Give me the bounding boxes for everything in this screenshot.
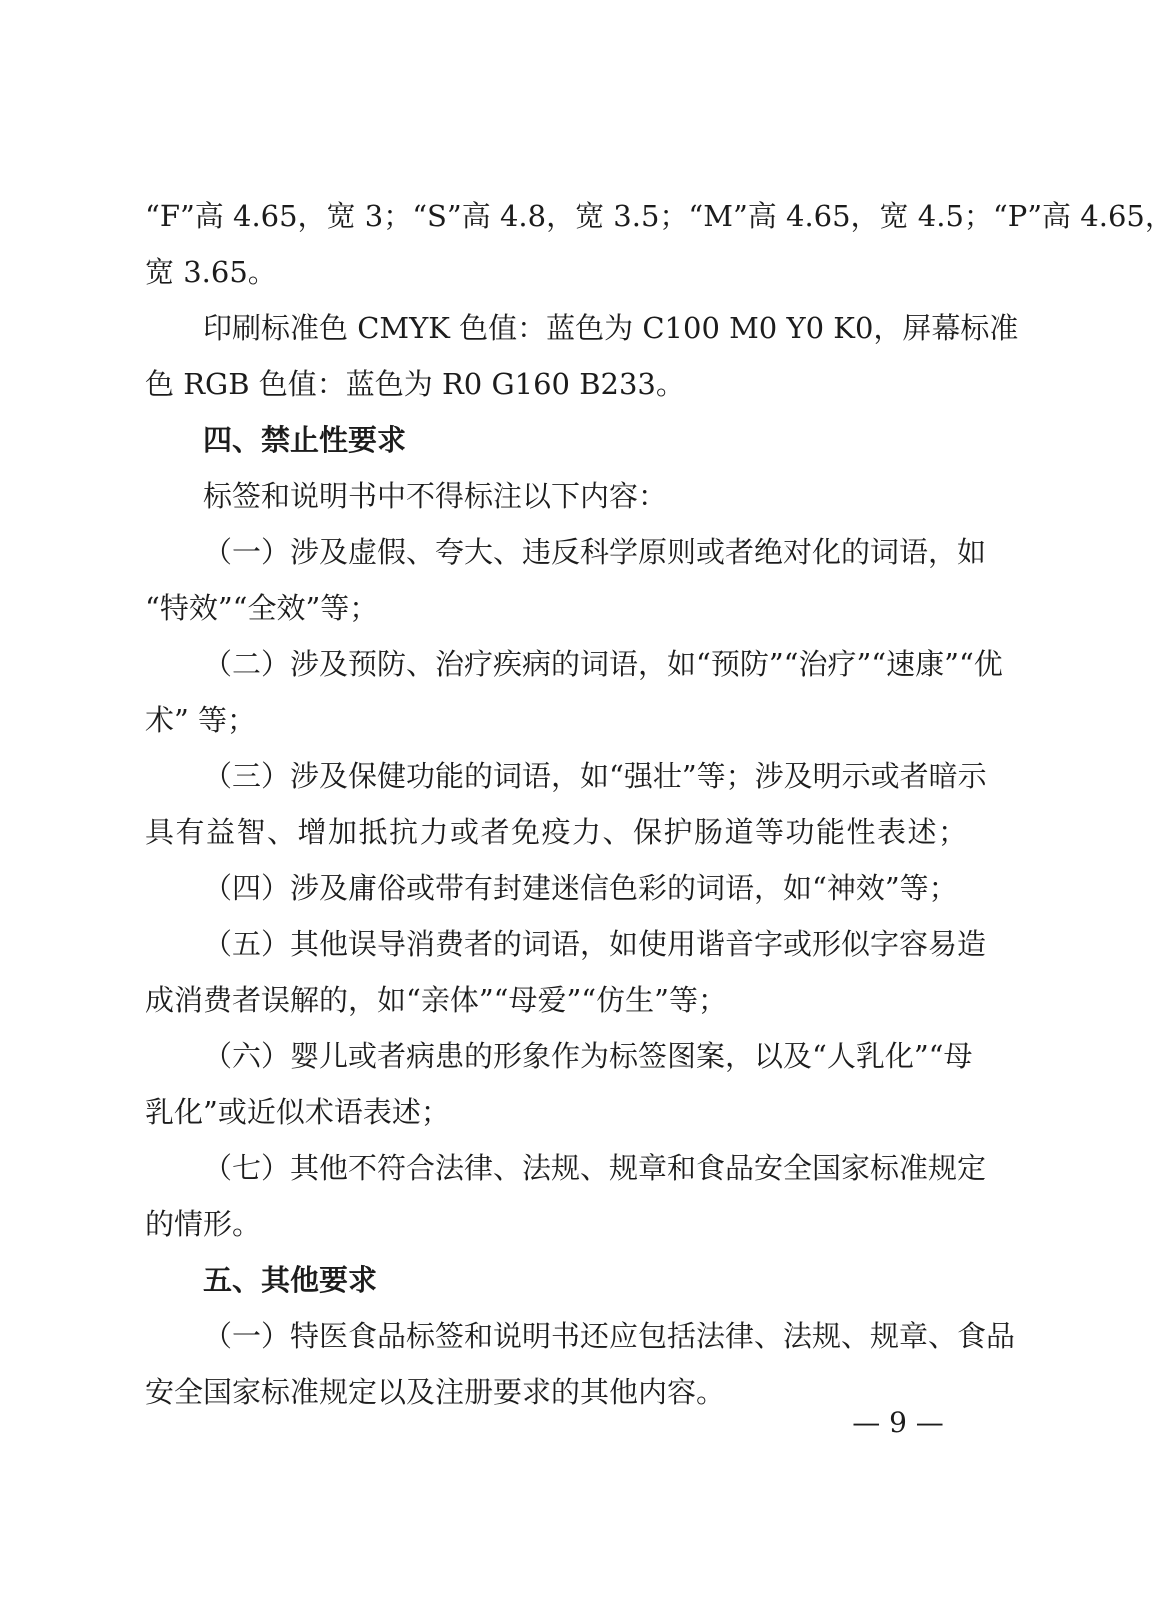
paragraph-line: 标签和说明书中不得标注以下内容：: [203, 479, 668, 513]
list-item-line: （五）其他误导消费者的词语，如使用谐音字或形似字容易造: [203, 927, 987, 961]
list-item-line: “特效”“全效”等；: [145, 591, 379, 625]
list-item-line: 具有益智、增加抵抗力或者免疫力、保护肠道等功能性表述；: [145, 815, 967, 849]
section-heading: 四、禁止性要求: [203, 423, 407, 457]
page-number: — 9 —: [852, 1406, 944, 1439]
paragraph-line: 色 RGB 色值：蓝色为 R0 G160 B233。: [145, 367, 685, 401]
list-item-line: （二）涉及预防、治疗疾病的词语，如“预防”“治疗”“速康”“优: [203, 647, 1003, 681]
list-item-line: （三）涉及保健功能的词语，如“强壮”等；涉及明示或者暗示: [203, 759, 987, 793]
list-item-line: 安全国家标准规定以及注册要求的其他内容。: [145, 1375, 726, 1409]
list-item-line: （一）涉及虚假、夸大、违反科学原则或者绝对化的词语，如: [203, 535, 987, 569]
list-item-line: （一）特医食品标签和说明书还应包括法律、法规、规章、食品: [203, 1319, 1016, 1353]
list-item-line: 术” 等；: [145, 703, 257, 737]
list-item-line: （七）其他不符合法律、法规、规章和食品安全国家标准规定: [203, 1151, 987, 1185]
paragraph-line: “F”高 4.65，宽 3；“S”高 4.8，宽 3.5；“M”高 4.65，宽 4.5；“P”高 4.65，: [145, 199, 1174, 233]
list-item-line: 乳化”或近似术语表述；: [145, 1095, 450, 1129]
list-item-line: 成消费者误解的，如“亲体”“母爱”“仿生”等；: [145, 983, 727, 1017]
list-item-line: （六）婴儿或者病患的形象作为标签图案，以及“人乳化”“母: [203, 1039, 973, 1073]
section-heading: 五、其他要求: [203, 1263, 378, 1297]
list-item-line: （四）涉及庸俗或带有封建迷信色彩的词语，如“神效”等；: [203, 871, 958, 905]
paragraph-line: 宽 3.65。: [145, 255, 277, 289]
paragraph-line: 印刷标准色 CMYK 色值：蓝色为 C100 M0 Y0 K0，屏幕标准: [203, 311, 1019, 345]
document-body: [145, 188, 1174, 1420]
list-item-line: 的情形。: [145, 1207, 262, 1241]
